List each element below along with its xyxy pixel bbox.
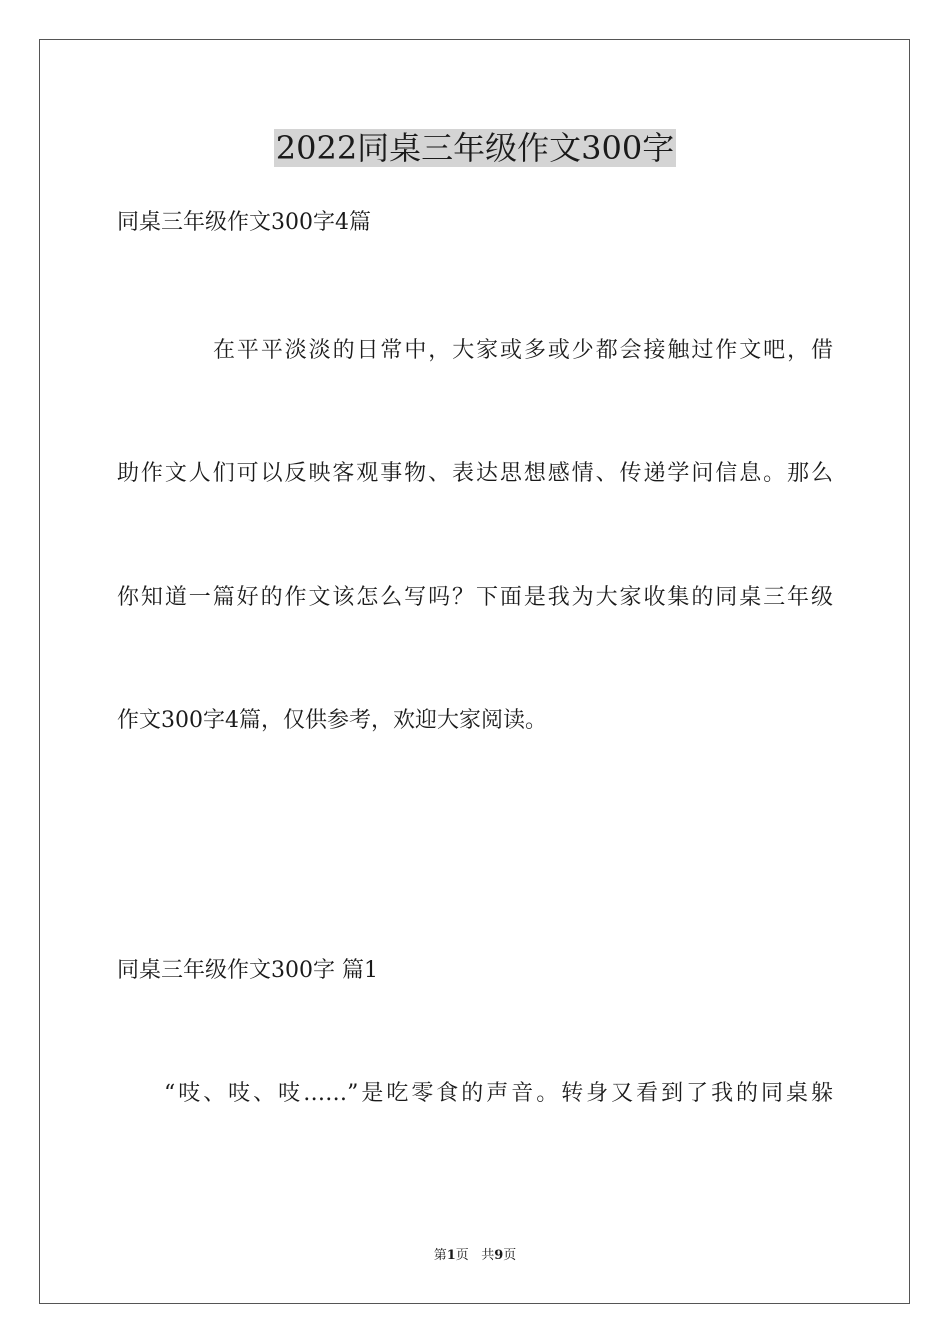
footer-total-prefix: 共 [481,1248,495,1263]
intro-line-2: 助作文人们可以反映客观事物、表达思想感情、传递学问信息。那么 [117,461,833,486]
section-body-line-1: “吱、吱、吱……”是吃零食的声音。转身又看到了我的同桌躲 [164,1081,833,1106]
document-title [0,126,950,170]
document-title-text: 2022同桌三年级作文300字 [275,129,675,167]
intro-line-3: 你知道一篇好的作文该怎么写吗？下面是我为大家收集的同桌三年级 [117,585,833,610]
footer-total-pages: 9 [494,1248,504,1263]
footer-current-page: 1 [446,1248,456,1263]
intro-line-1: 在平平淡淡的日常中，大家或多或少都会接触过作文吧，借 [213,338,833,363]
footer-page-unit: 页 [455,1248,469,1263]
footer-page-prefix: 第 [433,1248,447,1263]
document-subtitle: 同桌三年级作文300字4篇 [117,210,371,235]
section-heading: 同桌三年级作文300字 篇1 [117,958,378,983]
page-footer [0,1247,950,1265]
footer-total-unit: 页 [503,1248,517,1263]
intro-line-4: 作文300字4篇，仅供参考，欢迎大家阅读。 [117,708,547,733]
